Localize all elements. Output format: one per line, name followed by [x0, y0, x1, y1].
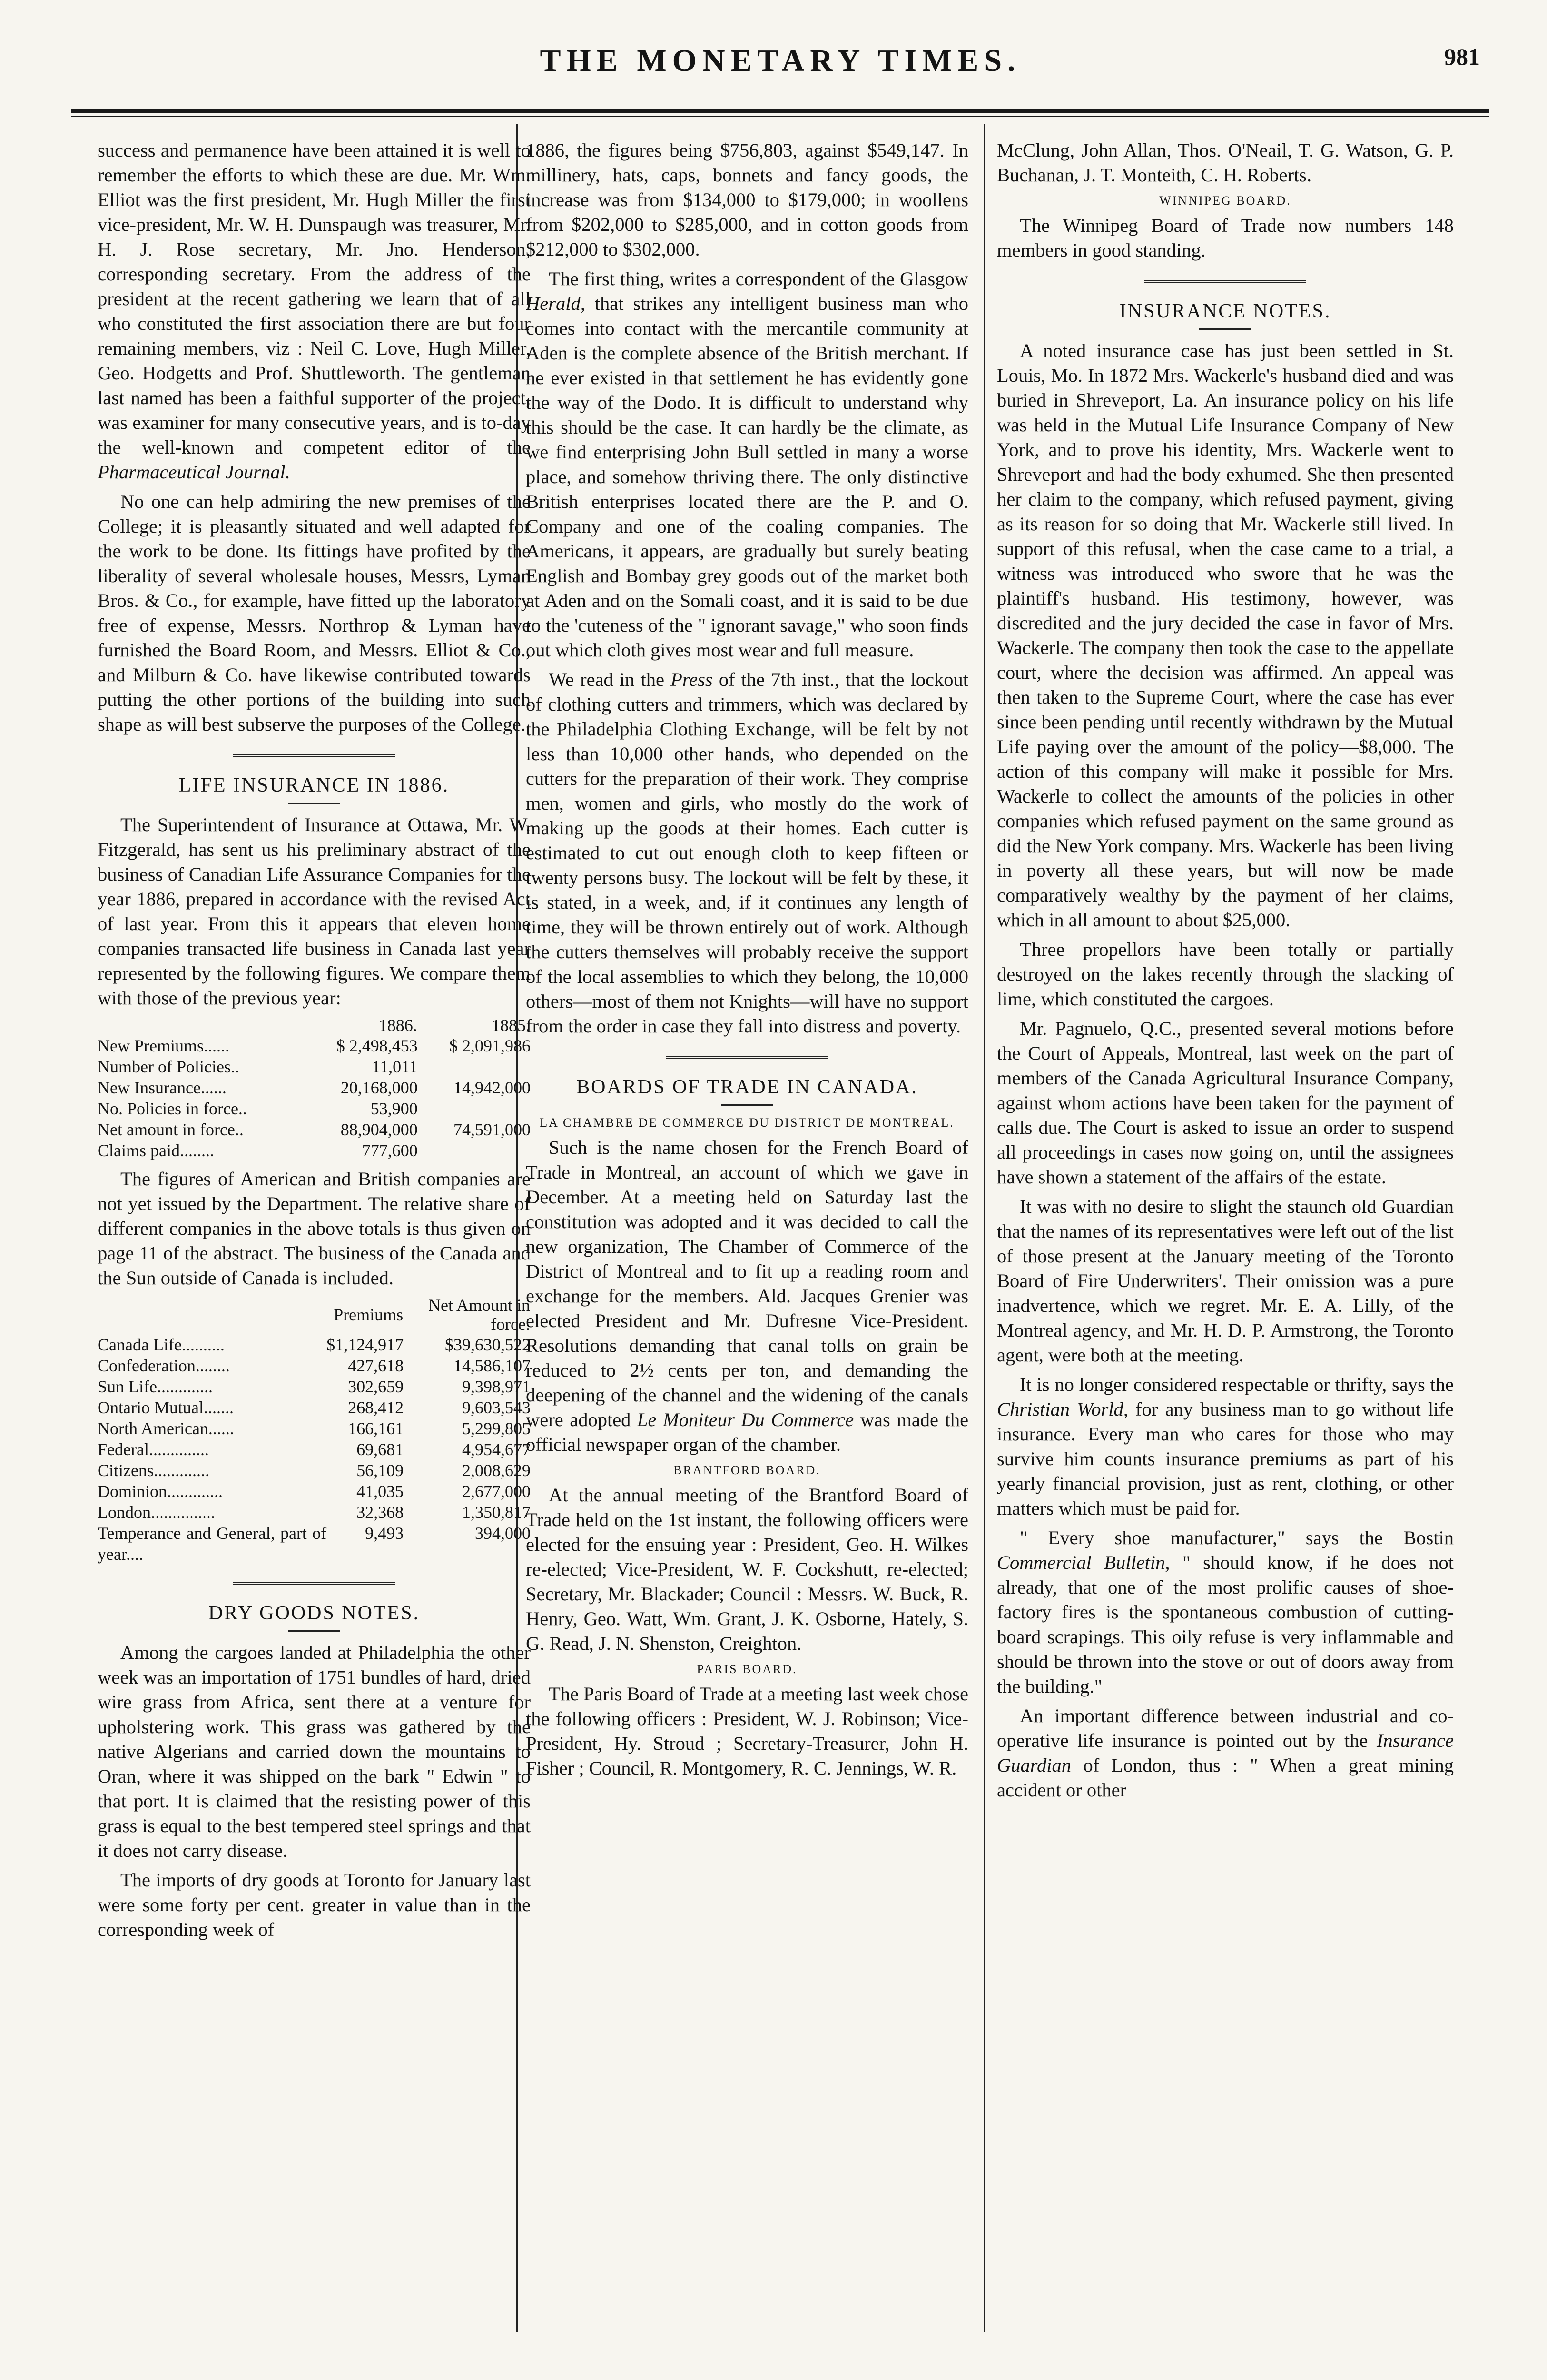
- table-row: Net amount in force.. 88,904,000 74,591,000: [98, 1120, 531, 1139]
- article-paragraph: The figures of American and British companies are not yet issued by the Department. The relative share of different companies in the above totals is thus given on page 11 of the abstract. The business of the Canada and the Sun outside of Canada is included.: [98, 1168, 531, 1289]
- article-paragraph: No one can help admiring the new premises of the College; it is pleasantly situated and well adapted for the work to be done. Its fittings have profited by the liberality of several wholesale houses, Messrs, Lyman Bros. & Co., for example, have fitted up the laboratory free of expense, Messrs. Northrop & Lyman have furnished the Board Room, and Messrs. Elliot & Co., and Milburn & Co. have likewise contributed towards putting the other portions of the building into such shape as will best subserve the purposes of the College.: [98, 491, 531, 735]
- column-3: [997, 138, 1454, 2318]
- column-1: [98, 138, 531, 2318]
- section-heading: BOARDS OF TRADE IN CANADA.: [576, 1076, 918, 1098]
- header-rule: [71, 109, 1489, 117]
- section-separator: [233, 1582, 395, 1587]
- article-paragraph: The Paris Board of Trade at a meeting last week chose the following officers : President, W. J. Robinson; Vice-President, Hy. Stroud ; Secretary-Treasurer, John H. Fisher ; Council, R. Montgomery, R. C. Jennings, W. R.: [526, 1683, 968, 1779]
- life-insurance-table: [98, 1015, 531, 1161]
- table-row: London............... 32,368 1,350,817: [98, 1503, 531, 1522]
- article-paragraph: The Superintendent of Insurance at Ottawa, Mr. W. Fitzgerald, has sent us his preliminary abstract of the business of Canadian Life Assurance Companies for the year 1886, prepared in accordance with the revised Act of last year. From this it appears that eleven home companies transacted life business in Canada last year represented by the following figures. We compare them with those of the previous year:: [98, 814, 531, 1009]
- table-row: Canada Life.......... $1,124,917 $39,630,522: [98, 1335, 531, 1354]
- table-row: Temperance and General, part of year.... 9,493 394,000: [98, 1524, 531, 1564]
- table-row: New Premiums...... $ 2,498,453 $ 2,091,986: [98, 1036, 531, 1055]
- article-paragraph: It was with no desire to slight the staunch old Guardian that the names of its representatives were left out of the list of those present at the January meeting of the Toronto Board of Fire Underwriters'. Their omission was a pure inadvertence, which we regret. Mr. E. A. Lilly, of the Montreal agency, and Mr. H. D. P. Armstrong, the Toronto agent, were both at the meeting.: [997, 1196, 1454, 1366]
- article-paragraph: " Every shoe manufacturer," says the Bostin Commercial Bulletin, " should know, if he does not already, that one of the most prolific causes of shoe-factory fires is the spontaneous combustion of cutting-board scrapings. This oily refuse is very inflammable and should be thrown into the stove or out of doors away from the building.": [997, 1527, 1454, 1697]
- article-paragraph: Such is the name chosen for the French Board of Trade in Montreal, an account of which we gave in December. At a meeting held on Saturday last the constitution was adopted and it was decided to call the new organization, The Chamber of Commerce of the District of Montreal and to fit up a reading room and exchange for the members. Ald. Jacques Grenier was elected President and Mr. Dufresne Vice-President. Resolutions demanding that canal tolls on grain be reduced to 2½ cents per ton, and demanding the deepening of the channel and the widening of the canals were adopted Le Moniteur Du Commerce was made the official newspaper organ of the chamber.: [526, 1137, 968, 1455]
- section-separator: [1144, 280, 1306, 285]
- table-row: Confederation........ 427,618 14,586,107: [98, 1356, 531, 1375]
- article-paragraph: The first thing, writes a correspondent of the Glasgow Herald, that strikes any intelligent business man who comes into contact with the mercantile community at Aden is the complete absence of the British merchant. If he ever existed in that settlement he has evidently gone the way of the Dodo. It is difficult to understand why this should be the case. It can hardly be the climate, as we find enterprising John Bull settled in many a worse place, and somehow thriving there. The only distinctive British enterprises located there are the P. and O. Company and one of the coaling companies. The Americans, it appears, are gradually but surely beating English and Bombay grey goods out of the market both at Aden and on the Somali coast, and it is said to be due to the 'cuteness of the " ignorant savage," who soon finds out which cloth gives most wear and full measure.: [526, 268, 968, 661]
- table-row: Citizens............. 56,109 2,008,629: [98, 1461, 531, 1480]
- article-paragraph: Mr. Pagnuelo, Q.C., presented several motions before the Court of Appeals, Montreal, last week on the part of members of the Canada Agricultural Insurance Company, against whom actions have been taken for the payment of calls due. The Court is asked to issue an order to suspend all proceedings in cases now going on, until the assignees have shown a statement of the affairs of the estate.: [997, 1018, 1454, 1188]
- article-paragraph: Among the cargoes landed at Philadelphia the other week was an importation of 1751 bundles of hard, dried wire grass from Africa, sent there at a venture for upholstering work. This grass was gathered by the native Algerians and carried down the mountains to Oran, where it was shipped on the bark " Edwin " to that port. It is claimed that the resisting power of this grass is equal to the best tempered steel springs and that it does not carry disease.: [98, 1642, 531, 1861]
- page-number: 981: [1444, 43, 1480, 70]
- article-paragraph: A noted insurance case has just been settled in St. Louis, Mo. In 1872 Mrs. Wackerle's husband died and was buried in Shreveport, La. An insurance policy on his life was held in the Mutual Life Insurance Company of New York, and to prove his identity, Mrs. Wackerle went to Shreveport and had the body exhumed. She then presented her claim to the company, which refused payment, giving as its reason for so doing that Mr. Wackerle still lived. In support of this refusal, when the case came to a trial, a witness was introduced who swore that he was the plaintiff's husband. His testimony, however, was discredited and the jury decided the case in favor of Mrs. Wackerle. The company then took the case to the appellate court, where the decision was affirmed. An appeal was then taken to the Supreme Court, where the case has ever since been pending until recently withdrawn by the Mutual Life paying over the amount of the policy—$8,000. The action of this company will make it possible for Mrs. Wackerle to collect the amounts of the policies in other companies which refused payment on the same ground as did the New York company. Mrs. Wackerle has been living in poverty all these years, but will now be made comparatively wealthy by the payment of her claims, which in all amount to about $25,000.: [997, 340, 1454, 931]
- article-paragraph: Three propellors have been totally or partially destroyed on the lakes recently through the slacking of lime, which constituted the cargoes.: [997, 939, 1454, 1010]
- column-header: Premiums: [334, 1305, 404, 1324]
- company-share-table: [98, 1295, 531, 1565]
- table-row: Federal.............. 69,681 4,954,677: [98, 1440, 531, 1459]
- section-separator: [666, 1056, 828, 1061]
- article-paragraph: The imports of dry goods at Toronto for January last were some forty per cent. greater in value than in the corresponding week of: [98, 1869, 531, 1940]
- column-header: 1886.: [378, 1016, 417, 1035]
- table-row: New Insurance...... 20,168,000 14,942,000: [98, 1078, 531, 1097]
- column-divider: [984, 124, 985, 2332]
- column-header: 1885.: [492, 1016, 530, 1035]
- subheading: PARIS BOARD.: [697, 1662, 798, 1676]
- section-heading: LIFE INSURANCE IN 1886.: [178, 774, 450, 796]
- table-row: Claims paid........ 777,600: [98, 1141, 418, 1160]
- masthead-bar: [71, 43, 1489, 95]
- article-paragraph: 1886, the figures being $756,803, against $549,147. In millinery, hats, caps, bonnets and fancy goods, the increase was from $134,000 to $179,000; in woollens from $202,000 to $285,000, and in cotton goods from $212,000 to $302,000.: [526, 139, 968, 260]
- subheading: LA CHAMBRE DE COMMERCE DU DISTRICT DE MONTREAL.: [540, 1116, 955, 1130]
- article-paragraph: It is no longer considered respectable or thrifty, says the Christian World, for any business man to go without life insurance. Every man who cares for those who may survive him counts insurance premiums as part of his yearly financial provision, just as rent, clothing, or other matters which must be paid for.: [997, 1374, 1454, 1519]
- heading-rule: [288, 1630, 340, 1632]
- article-paragraph: The Winnipeg Board of Trade now numbers 148 members in good standing.: [997, 215, 1454, 261]
- heading-rule: [288, 803, 340, 804]
- article-paragraph: At the annual meeting of the Brantford Board of Trade held on the 1st instant, the following officers were elected for the ensuing year : President, Geo. H. Wilkes re-elected; Vice-President, W. F. Cockshutt, re-elected; Secretary, Mr. Blackader; Council : Messrs. W. Buck, R. Henry, Geo. Watt, Wm. Grant, J. K. Osborne, Hately, S. G. Read, J. N. Shenston, Creighton.: [526, 1484, 968, 1654]
- heading-rule: [721, 1104, 773, 1106]
- heading-rule: [1199, 328, 1251, 330]
- table-row: Dominion............. 41,035 2,677,000: [98, 1482, 531, 1501]
- table-row: Ontario Mutual....... 268,412 9,603,543: [98, 1398, 531, 1417]
- section-heading: INSURANCE NOTES.: [1119, 300, 1331, 322]
- column-2: [526, 138, 968, 2318]
- table-row: No. Policies in force.. 53,900: [98, 1099, 418, 1118]
- newspaper-title: THE MONETARY TIMES.: [540, 43, 1021, 78]
- subheading: BRANTFORD BOARD.: [673, 1463, 821, 1477]
- subheading: WINNIPEG BOARD.: [1159, 194, 1291, 208]
- article-paragraph: McClung, John Allan, Thos. O'Neail, T. G. Watson, G. P. Buchanan, J. T. Monteith, C. H. Roberts.: [997, 139, 1454, 186]
- table-row: Sun Life............. 302,659 9,398,971: [98, 1377, 531, 1396]
- section-heading: DRY GOODS NOTES.: [208, 1602, 420, 1624]
- section-separator: [233, 754, 395, 759]
- column-header: Net Amount in force.: [428, 1296, 530, 1334]
- article-paragraph: We read in the Press of the 7th inst., that the lockout of clothing cutters and trimmers, which was declared by the Philadelphia Clothing Exchange, will be felt by not less than 10,000 other hands, who depended on the cutters for the preparation of their work. They comprise men, women and girls, who mostly do the work of making up the goods at their homes. Each cutter is estimated to cut out enough cloth to keep fifteen or twenty persons busy. The lockout will be felt by these, it is stated, in a week, and, if it continues any length of time, they will be thrown entirely out of work. Although the cutters themselves will probably receive the support of the local assemblies to which they belong, the 10,000 others—most of them not Knights—will have no support from the order in case they fall into distress and poverty.: [526, 669, 968, 1037]
- article-paragraph: An important difference between industrial and co-operative life insurance is pointed out by the Insurance Guardian of London, thus : " When a great mining accident or other: [997, 1705, 1454, 1801]
- table-row: North American...... 166,161 5,299,805: [98, 1419, 531, 1438]
- table-row: Number of Policies.. 11,011: [98, 1057, 418, 1076]
- article-paragraph: success and permanence have been attained it is well to remember the efforts to which these are due. Mr. Wm. Elliot was the first president, Mr. Hugh Miller the first vice-president, Mr. W. H. Dunspaugh was treasurer, Mr. H. J. Rose secretary, Mr. Jno. Henderson, corresponding secretary. From the address of the president at the recent gathering we learn that of all who constituted the first association there are but four remaining members, viz : Neil C. Love, Hugh Miller, Geo. Hodgetts and Prof. Shuttleworth. The gentleman last named has been a faithful supporter of the project, was examiner for many consecutive years, and is to-day the well-known and competent editor of the Pharmaceutical Journal.: [98, 139, 531, 483]
